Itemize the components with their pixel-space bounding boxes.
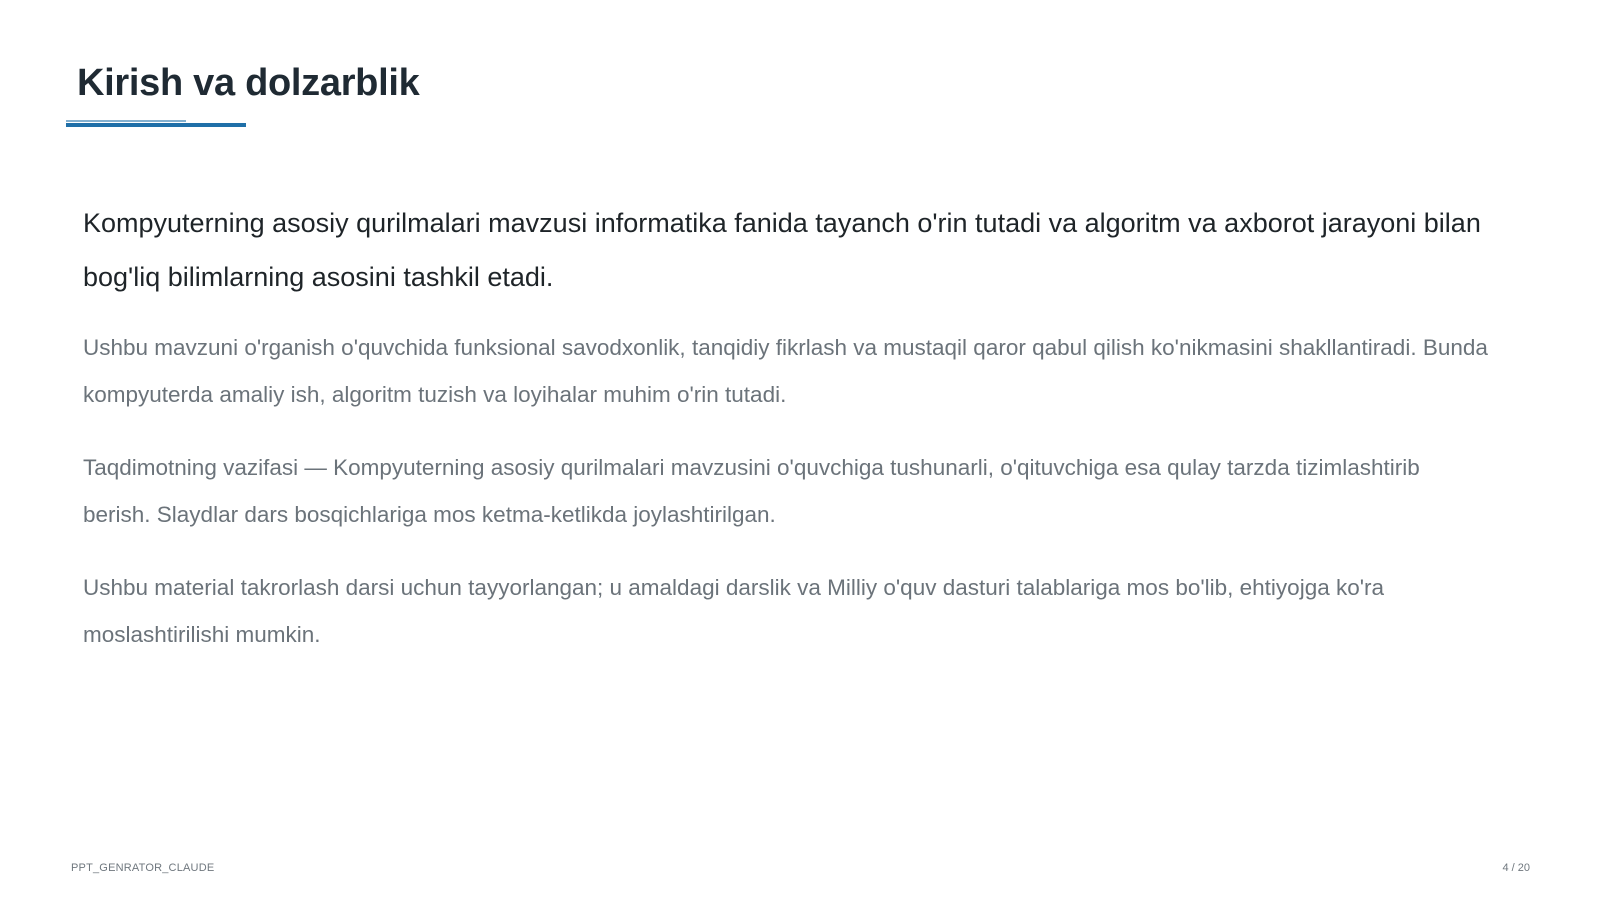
title-underline-accent (66, 120, 186, 122)
body-paragraph-1: Ushbu mavzuni o'rganish o'quvchida funksional savodxonlik, tanqidiy fikrlash va mustaqil qaror qabul qilish ko'nikmasini shakllantiradi. Bunda kompyuterda amaliy ish, algoritm tuzish va loyihalar muhim o'rin tutadi. (83, 335, 1488, 407)
slide-content (83, 196, 1493, 684)
page-indicator: 4 / 20 (1502, 862, 1530, 874)
slide-title: Kirish va dolzarblik (77, 62, 420, 104)
title-underline (66, 123, 246, 127)
footer-generator-label: PPT_GENRATOR_CLAUDE (71, 862, 215, 874)
lead-paragraph: Kompyuterning asosiy qurilmalari mavzusi informatika fanida tayanch o'rin tutadi va algoritm va axborot jarayoni bilan bog'liq bilimlarning asosini tashkil etadi. (83, 208, 1481, 292)
body-paragraph-3: Ushbu material takrorlash darsi uchun tayyorlangan; u amaldagi darslik va Milliy o'quv dasturi talablariga mos bo'lib, ehtiyojga ko'ra moslashtirilishi mumkin. (83, 575, 1385, 647)
body-paragraph-2: Taqdimotning vazifasi — Kompyuterning asosiy qurilmalari mavzusini o'quvchiga tushunarli, o'qituvchiga esa qulay tarzda tizimlashtirib berish. Slaydlar dars bosqichlariga mos ketma-ketlikda joylashtirilgan. (83, 455, 1420, 527)
